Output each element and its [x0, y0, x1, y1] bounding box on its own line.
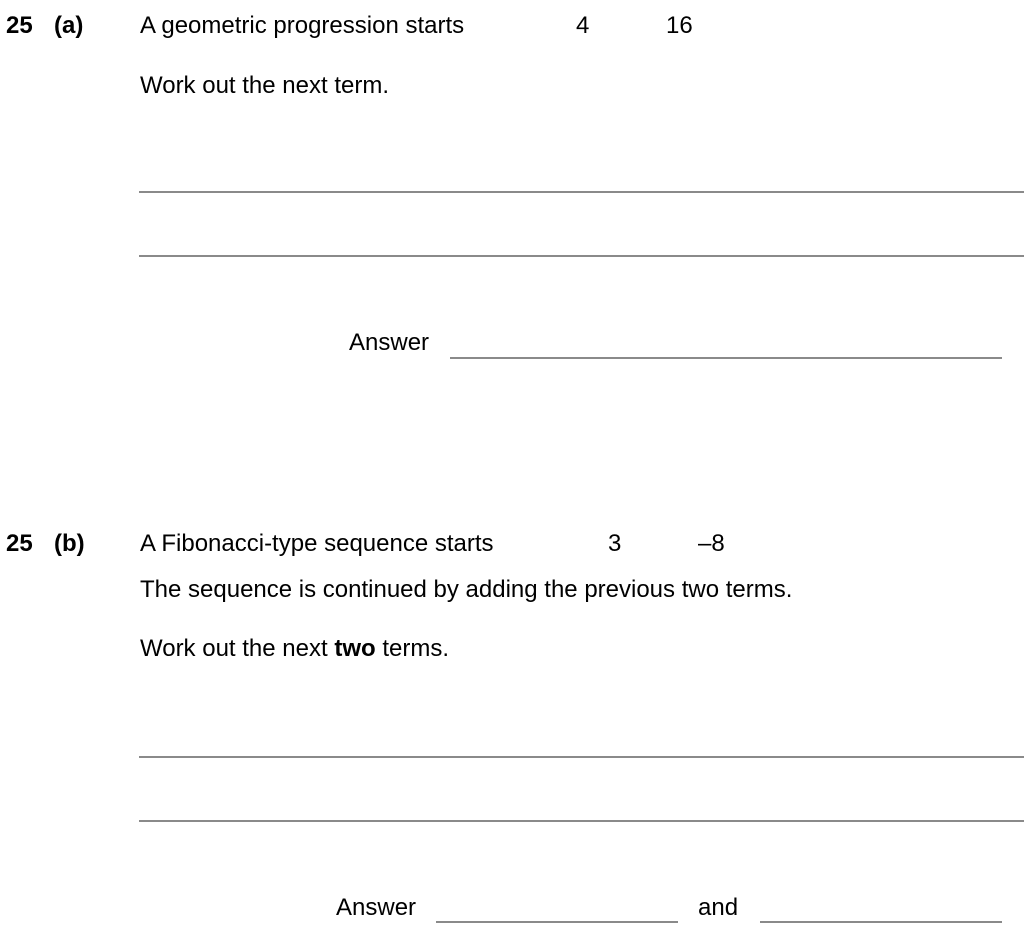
sequence-term-1: 4	[576, 12, 590, 39]
answer-blank[interactable]	[450, 357, 1002, 359]
question-part: (b)	[54, 530, 85, 557]
answer-label: Answer	[336, 894, 417, 921]
question-number: 25	[6, 12, 33, 39]
working-line-2[interactable]	[139, 820, 1024, 822]
sequence-term-1: 3	[608, 530, 622, 557]
question-instruction: Work out the next two terms.	[140, 635, 449, 662]
sequence-rule-text: The sequence is continued by adding the previous two terms.	[140, 576, 793, 603]
working-line-1[interactable]	[139, 191, 1024, 193]
sequence-term-2: 16	[666, 12, 693, 39]
answer-label: Answer	[349, 329, 430, 356]
emphasis-text: two	[334, 635, 376, 662]
working-line-1[interactable]	[139, 756, 1024, 758]
question-part: (a)	[54, 12, 84, 39]
question-number: 25	[6, 530, 33, 557]
question-instruction: Work out the next term.	[140, 72, 389, 99]
answer-blank-1[interactable]	[436, 921, 678, 923]
working-line-2[interactable]	[139, 255, 1024, 257]
answer-conjunction: and	[698, 894, 739, 921]
question-stem: A geometric progression starts	[140, 12, 465, 39]
sequence-term-2: –8	[698, 530, 725, 557]
answer-blank-2[interactable]	[760, 921, 1002, 923]
question-stem: A Fibonacci-type sequence starts	[140, 530, 494, 557]
